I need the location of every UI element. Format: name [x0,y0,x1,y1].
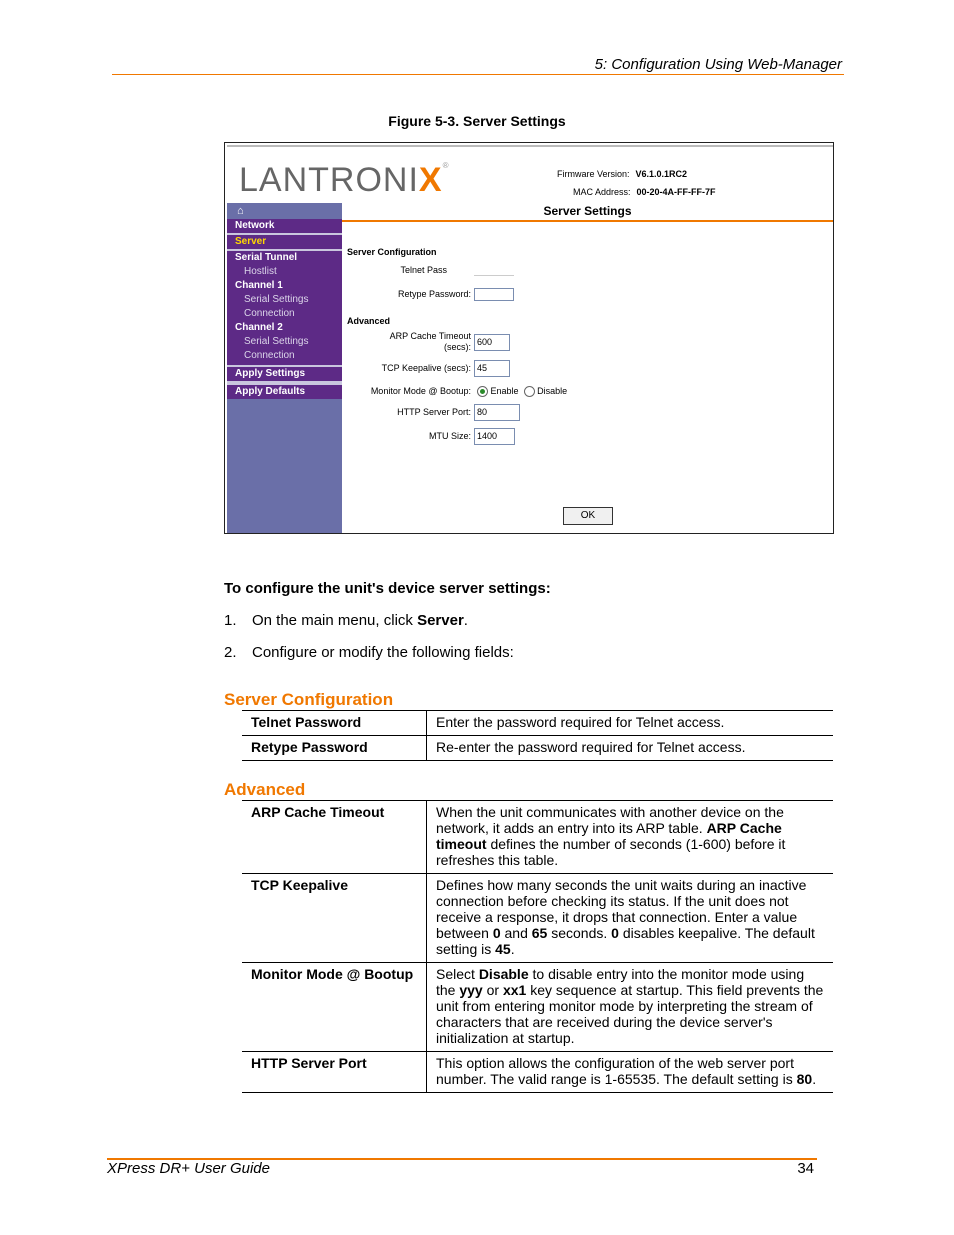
table-row [242,874,833,963]
enable-radio[interactable] [477,386,488,397]
figure-caption: Figure 5-3. Server Settings [388,113,566,129]
field-name: Telnet Password [242,711,427,736]
sidebar-item-channel-1[interactable]: Channel 1 [235,280,283,291]
mtu-size-label: MTU Size: [428,431,471,441]
tcp-keepalive-label: TCP Keepalive (secs): [381,363,471,373]
header-rule [112,74,844,75]
home-icon[interactable]: ⌂ [227,203,342,219]
arp-cache-timeout-field[interactable]: 600 [474,334,510,351]
server-configuration-heading: Server Configuration [224,690,394,709]
mac-address: MAC Address: 00-20-4A-FF-FF-7F [573,187,716,197]
enable-radio-label: Enable [490,386,519,396]
page-number: 34 [797,1160,814,1177]
screenshot-banner [227,145,833,205]
field-description: Re-enter the password required for Telnet access. [427,736,834,761]
running-header: 5: Configuration Using Web-Manager [594,56,842,73]
table-row [242,801,833,874]
server-settings-screenshot [224,142,834,534]
field-description: Select Disable to disable entry into the monitor mode using the yyy or xx1 key sequence at startup. This field prevents the unit from entering monitor mode by interpreting the stream of characters that are received during the device server's initialization at startup. [427,963,834,1052]
server-config-heading: Server Configuration [347,247,437,257]
advanced-table [242,800,833,1093]
http-server-port-label: HTTP Server Port: [397,407,471,417]
sidebar-item-server[interactable]: Server [235,236,267,247]
instructions-heading: To configure the unit's device server settings: [224,580,551,597]
sidebar-item-hostlist[interactable]: Hostlist [244,266,277,277]
step-1: 1. On the main menu, click Server. [224,612,468,629]
step-2: 2. Configure or modify the following fields: [224,644,514,661]
table-row [242,963,833,1052]
field-name: Retype Password [242,736,427,761]
sidebar-item-ch1-connection[interactable]: Connection [244,308,295,319]
server-config-table [242,710,833,761]
table-row [242,1052,833,1093]
disable-radio[interactable] [524,386,535,397]
field-name: HTTP Server Port [242,1052,427,1093]
advanced-section-heading: Advanced [224,780,306,799]
sidebar-menu [227,203,342,533]
footer-title: XPress DR+ User Guide [107,1160,270,1177]
table-row [242,711,833,736]
field-name: Monitor Mode @ Bootup [242,963,427,1052]
table-row [242,736,833,761]
arp-cache-timeout-label: ARP Cache Timeout (secs): [389,331,471,352]
monitor-mode-radios [477,386,567,397]
field-description: Defines how many seconds the unit waits during an inactive connection before checking its status. If the unit does not receive a response, it drops that connection. Enter a value between 0 and 65 seconds. 0 disables keepalive. The default setting is 45. [427,874,834,963]
sidebar-item-network[interactable]: Network [235,220,275,231]
sidebar-item-apply-settings[interactable]: Apply Settings [235,368,306,379]
sidebar-item-channel-2[interactable]: Channel 2 [235,322,283,333]
tcp-keepalive-field[interactable]: 45 [474,360,510,377]
field-name: TCP Keepalive [242,874,427,963]
telnet-pass-label: Telnet Pass [400,265,447,275]
retype-password-label: Retype Password: [397,289,471,299]
ok-button[interactable]: OK [563,507,613,525]
field-name: ARP Cache Timeout [242,801,427,874]
sidebar-item-ch2-serial-settings[interactable]: Serial Settings [244,336,309,347]
sidebar-item-apply-defaults[interactable]: Apply Defaults [235,386,306,397]
sidebar-item-ch2-connection[interactable]: Connection [244,350,295,361]
lantronix-logo: LANTRONIX® [239,161,450,199]
retype-password-field[interactable] [474,288,514,301]
telnet-password-field[interactable] [474,261,514,276]
firmware-version: Firmware Version: V6.1.0.1RC2 [557,169,688,179]
sidebar-item-ch1-serial-settings[interactable]: Serial Settings [244,294,309,305]
http-server-port-field[interactable]: 80 [474,404,520,421]
sidebar-item-serial-tunnel[interactable]: Serial Tunnel [235,252,298,263]
mtu-size-field[interactable]: 1400 [474,428,515,445]
disable-radio-label: Disable [537,386,568,396]
advanced-heading: Advanced [347,316,391,326]
field-description: Enter the password required for Telnet access. [427,711,834,736]
field-description: When the unit communicates with another device on the network, it adds an entry into its ARP table. ARP Cache timeout defines the number of seconds (1-600) before it refreshes this table. [427,801,834,874]
monitor-mode-label: Monitor Mode @ Bootup: [370,386,471,396]
field-description: This option allows the configuration of the web server port number. The valid range is 1-65535. The default setting is 80. [427,1052,834,1093]
page-title: Server Settings [342,203,833,222]
